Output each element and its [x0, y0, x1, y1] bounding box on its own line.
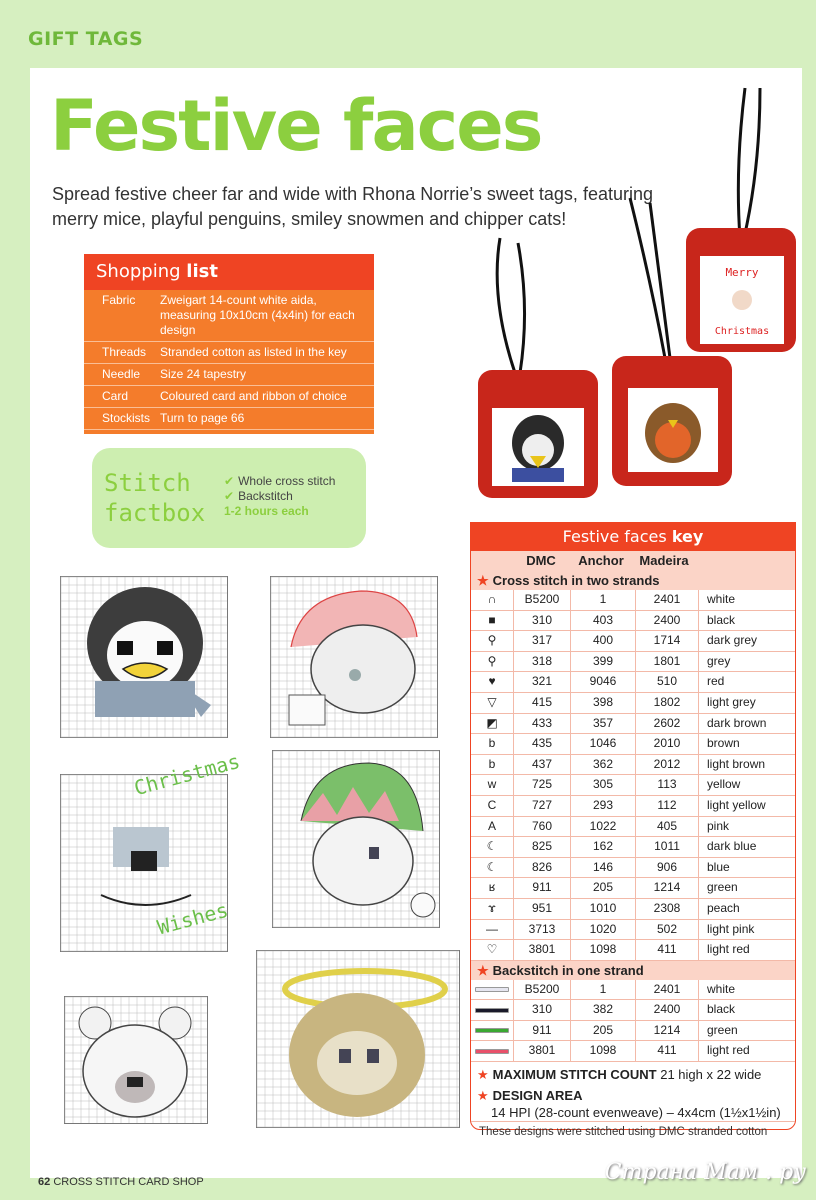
shopping-value: Turn to page 66: [160, 411, 245, 425]
dmc-code: 310: [514, 611, 571, 631]
chart-angel: [256, 950, 460, 1128]
colour-name: dark brown: [707, 715, 767, 730]
key-row: [471, 734, 795, 755]
anchor-code: 205: [571, 1021, 636, 1041]
key-header: [471, 523, 795, 551]
madeira-code: 1011: [636, 837, 699, 857]
anchor-code: 1: [571, 590, 636, 610]
dmc-code: 318: [514, 652, 571, 672]
shopping-row: [84, 342, 374, 364]
anchor-code: 162: [571, 837, 636, 857]
colour-name: red: [707, 674, 725, 689]
key-row: [471, 1021, 795, 1042]
chart-christmas-text: Christmas: [131, 748, 243, 801]
colour-name: black: [707, 612, 736, 627]
tag-merry-text: Merry: [725, 266, 759, 279]
anchor-code: 1: [571, 980, 636, 1000]
madeira-code: 2012: [636, 755, 699, 775]
key-row: [471, 693, 795, 714]
colour-name: peach: [707, 900, 740, 915]
colour-name: brown: [707, 736, 740, 751]
key-row: [471, 878, 795, 899]
madeira-code: 2308: [636, 899, 699, 919]
star-icon: ★: [477, 962, 489, 978]
stitch-symbol-icon: C: [471, 796, 514, 816]
shopping-title-a: Shopping: [96, 261, 181, 282]
chart-elf: [272, 750, 440, 928]
design-value: 14 HPI (28-count evenweave) – 4x4cm (1½x1½in): [491, 1105, 781, 1121]
tags-photo: [460, 88, 800, 498]
anchor-code: 9046: [571, 672, 636, 692]
madeira-code: 1801: [636, 652, 699, 672]
shopping-row: [84, 364, 374, 386]
colour-name: green: [707, 1022, 738, 1037]
key-row: [471, 920, 795, 941]
anchor-code: 403: [571, 611, 636, 631]
madeira-code: 1714: [636, 631, 699, 651]
shopping-value: Stranded cotton as listed in the key: [160, 345, 347, 359]
madeira-code: 411: [636, 1041, 699, 1061]
stitch-symbol-icon: b: [471, 755, 514, 775]
section-label: GIFT TAGS: [28, 28, 144, 50]
factbox-title: Stitch factbox: [104, 469, 206, 527]
key-row: [471, 631, 795, 652]
col-madeira: Madeira: [639, 553, 689, 568]
thread-key: [470, 522, 796, 1139]
colour-name: blue: [707, 859, 730, 874]
backstitch-swatch: [471, 980, 514, 1000]
key-row: [471, 714, 795, 735]
key-row: [471, 590, 795, 611]
stitch-symbol-icon: ☾: [471, 858, 514, 878]
madeira-code: 405: [636, 817, 699, 837]
anchor-code: 205: [571, 878, 636, 898]
shopping-value: Size 24 tapestry: [160, 367, 247, 381]
shopping-key: Threads: [102, 345, 147, 359]
anchor-code: 362: [571, 755, 636, 775]
madeira-code: 2010: [636, 734, 699, 754]
design-area: [471, 1083, 795, 1121]
backstitch-heading: [471, 961, 795, 980]
watermark: Страна Мам . ру: [604, 1160, 806, 1185]
stitch-symbol-icon: ◩: [471, 714, 514, 734]
anchor-code: 1098: [571, 1041, 636, 1061]
stitch-symbol-icon: A: [471, 817, 514, 837]
colour-name: light yellow: [707, 797, 766, 812]
anchor-code: 1020: [571, 920, 636, 940]
stitch-symbol-icon: w: [471, 775, 514, 795]
madeira-code: 2400: [636, 1000, 699, 1020]
max-value: 21 high x 22 wide: [660, 1067, 762, 1083]
key-row: [471, 858, 795, 879]
stitch-symbol-icon: ⚲: [471, 652, 514, 672]
madeira-code: 510: [636, 672, 699, 692]
stitch-symbol-icon: b: [471, 734, 514, 754]
col-dmc: DMC: [526, 553, 556, 568]
stitch-symbol-icon: ■: [471, 611, 514, 631]
snowman-nose-icon: [732, 290, 752, 310]
chart-penguin: [60, 576, 228, 738]
star-icon: ★: [477, 1088, 489, 1104]
page-number: 62: [38, 1176, 51, 1188]
factbox-items: [224, 474, 335, 519]
key-title-a: Festive faces: [562, 527, 667, 546]
colour-name: white: [707, 592, 736, 606]
anchor-code: 400: [571, 631, 636, 651]
madeira-code: 2400: [636, 611, 699, 631]
chart-mouse: [270, 576, 438, 738]
ribbon: [744, 88, 760, 238]
colour-name: light brown: [707, 756, 766, 771]
madeira-code: 906: [636, 858, 699, 878]
backstitch-swatch: [471, 1000, 514, 1020]
stitch-symbol-icon: ♥: [471, 672, 514, 692]
colour-name: light pink: [707, 921, 755, 936]
max-label: MAXIMUM STITCH COUNT: [492, 1067, 657, 1083]
key-row: [471, 652, 795, 673]
anchor-code: 399: [571, 652, 636, 672]
tick-icon: ✔: [224, 489, 235, 503]
key-title-b: key: [671, 527, 704, 546]
max-stitch-count: [471, 1062, 795, 1083]
star-icon: ★: [477, 573, 489, 588]
key-row: [471, 980, 795, 1001]
colour-name: dark blue: [707, 839, 757, 854]
madeira-code: 1214: [636, 1021, 699, 1041]
key-row: [471, 611, 795, 632]
dmc-code: 760: [514, 817, 571, 837]
key-row: [471, 1041, 795, 1062]
madeira-code: 411: [636, 940, 699, 960]
stitch-symbol-icon: ▽: [471, 693, 514, 713]
anchor-code: 1010: [571, 899, 636, 919]
shopping-list: [84, 254, 374, 434]
colour-name: dark grey: [707, 633, 758, 648]
stitch-symbol-icon: ɤ: [471, 899, 514, 919]
key-row: [471, 899, 795, 920]
dmc-code: B5200: [514, 980, 571, 1000]
colour-name: black: [707, 1002, 736, 1017]
factbox-item: Backstitch: [238, 489, 293, 503]
star-icon: ★: [477, 1067, 489, 1083]
cross-stitch-heading: [471, 571, 795, 590]
magazine-name: CROSS STITCH CARD SHOP: [53, 1176, 204, 1188]
stitch-symbol-icon: ♡: [471, 940, 514, 960]
backstitch-swatch: [471, 1021, 514, 1041]
dmc-code: 437: [514, 755, 571, 775]
key-row: [471, 796, 795, 817]
key-row: [471, 672, 795, 693]
shopping-key: Card: [102, 389, 129, 403]
stitch-symbol-icon: ∩: [471, 590, 514, 610]
chart-snowman: [60, 748, 243, 952]
ribbon: [518, 243, 525, 373]
cross-title: Cross stitch in two strands: [492, 573, 660, 588]
key-row: [471, 755, 795, 776]
shopping-value: Zweigart 14-count white aida, measuring 10x10cm (4x4in) for each design: [160, 293, 355, 337]
anchor-code: 1022: [571, 817, 636, 837]
madeira-code: 2401: [636, 980, 699, 1000]
cross-stitch-rows: [471, 590, 795, 961]
page-title: Festive faces: [50, 85, 542, 167]
anchor-code: 293: [571, 796, 636, 816]
dmc-code: B5200: [514, 590, 571, 610]
backstitch-rows: [471, 980, 795, 1062]
stitch-symbol-icon: —: [471, 920, 514, 940]
dmc-code: 725: [514, 775, 571, 795]
dmc-code: 433: [514, 714, 571, 734]
madeira-code: 2401: [636, 590, 699, 610]
page-footer: [38, 1176, 204, 1188]
madeira-code: 2602: [636, 714, 699, 734]
key-column-headers: [471, 551, 795, 571]
shopping-row: [84, 408, 374, 430]
dmc-code: 825: [514, 837, 571, 857]
anchor-code: 357: [571, 714, 636, 734]
key-row: [471, 940, 795, 961]
ribbon: [738, 88, 745, 238]
madeira-code: 113: [636, 775, 699, 795]
shopping-rows: [84, 290, 374, 430]
factbox-time: 1-2 hours each: [224, 504, 309, 518]
shopping-title-b: list: [186, 261, 218, 282]
madeira-code: 502: [636, 920, 699, 940]
col-anchor: Anchor: [578, 553, 624, 568]
anchor-code: 305: [571, 775, 636, 795]
madeira-code: 1802: [636, 693, 699, 713]
intro-text: Spread festive cheer far and wide with Rhona Norrie’s sweet tags, featuring merry mice, playful penguins, smiley snowmen and chipper cats!: [52, 184, 653, 229]
shopping-row: [84, 290, 374, 342]
dmc-code: 435: [514, 734, 571, 754]
colour-name: grey: [707, 653, 731, 668]
key-row: [471, 817, 795, 838]
key-row: [471, 775, 795, 796]
key-row: [471, 837, 795, 858]
dmc-code: 911: [514, 1021, 571, 1041]
colour-name: yellow: [707, 777, 741, 792]
dmc-code: 317: [514, 631, 571, 651]
colour-name: light red: [707, 942, 750, 957]
stitch-factbox: [92, 448, 366, 548]
anchor-code: 1098: [571, 940, 636, 960]
dmc-code: 3801: [514, 940, 571, 960]
key-note: These designs were stitched using DMC stranded cotton: [471, 1121, 795, 1142]
dmc-code: 310: [514, 1000, 571, 1020]
tag-christmas-text: Christmas: [714, 326, 770, 337]
stitch-symbol-icon: ʁ: [471, 878, 514, 898]
anchor-code: 382: [571, 1000, 636, 1020]
design-label: DESIGN AREA: [492, 1088, 583, 1104]
shopping-row: [84, 386, 374, 408]
dmc-code: 911: [514, 878, 571, 898]
shopping-list-header: [84, 254, 374, 290]
dmc-code: 826: [514, 858, 571, 878]
dmc-code: 321: [514, 672, 571, 692]
shopping-key: Needle: [102, 367, 141, 381]
colour-name: light grey: [707, 694, 756, 709]
dmc-code: 3713: [514, 920, 571, 940]
shopping-key: Fabric: [102, 293, 136, 307]
chart-bear: [64, 996, 208, 1124]
key-row: [471, 1000, 795, 1021]
madeira-code: 112: [636, 796, 699, 816]
dmc-code: 415: [514, 693, 571, 713]
chart-wishes-text: Wishes: [154, 897, 231, 940]
stitch-symbol-icon: ⚲: [471, 631, 514, 651]
colour-name: green: [707, 880, 738, 895]
anchor-code: 1046: [571, 734, 636, 754]
dmc-code: 3801: [514, 1041, 571, 1061]
factbox-item: Whole cross stitch: [238, 474, 336, 488]
shopping-value: Coloured card and ribbon of choice: [160, 389, 347, 403]
anchor-code: 398: [571, 693, 636, 713]
colour-name: pink: [707, 818, 730, 833]
shopping-key: Stockists: [102, 411, 151, 425]
stitch-symbol-icon: ☾: [471, 837, 514, 857]
colour-name: light red: [707, 1043, 750, 1058]
tick-icon: ✔: [224, 474, 235, 488]
backstitch-swatch: [471, 1041, 514, 1061]
madeira-code: 1214: [636, 878, 699, 898]
ribbon: [497, 238, 515, 373]
dmc-code: 951: [514, 899, 571, 919]
colour-name: white: [707, 981, 736, 996]
dmc-code: 727: [514, 796, 571, 816]
anchor-code: 146: [571, 858, 636, 878]
back-title: Backstitch in one strand: [492, 962, 644, 978]
